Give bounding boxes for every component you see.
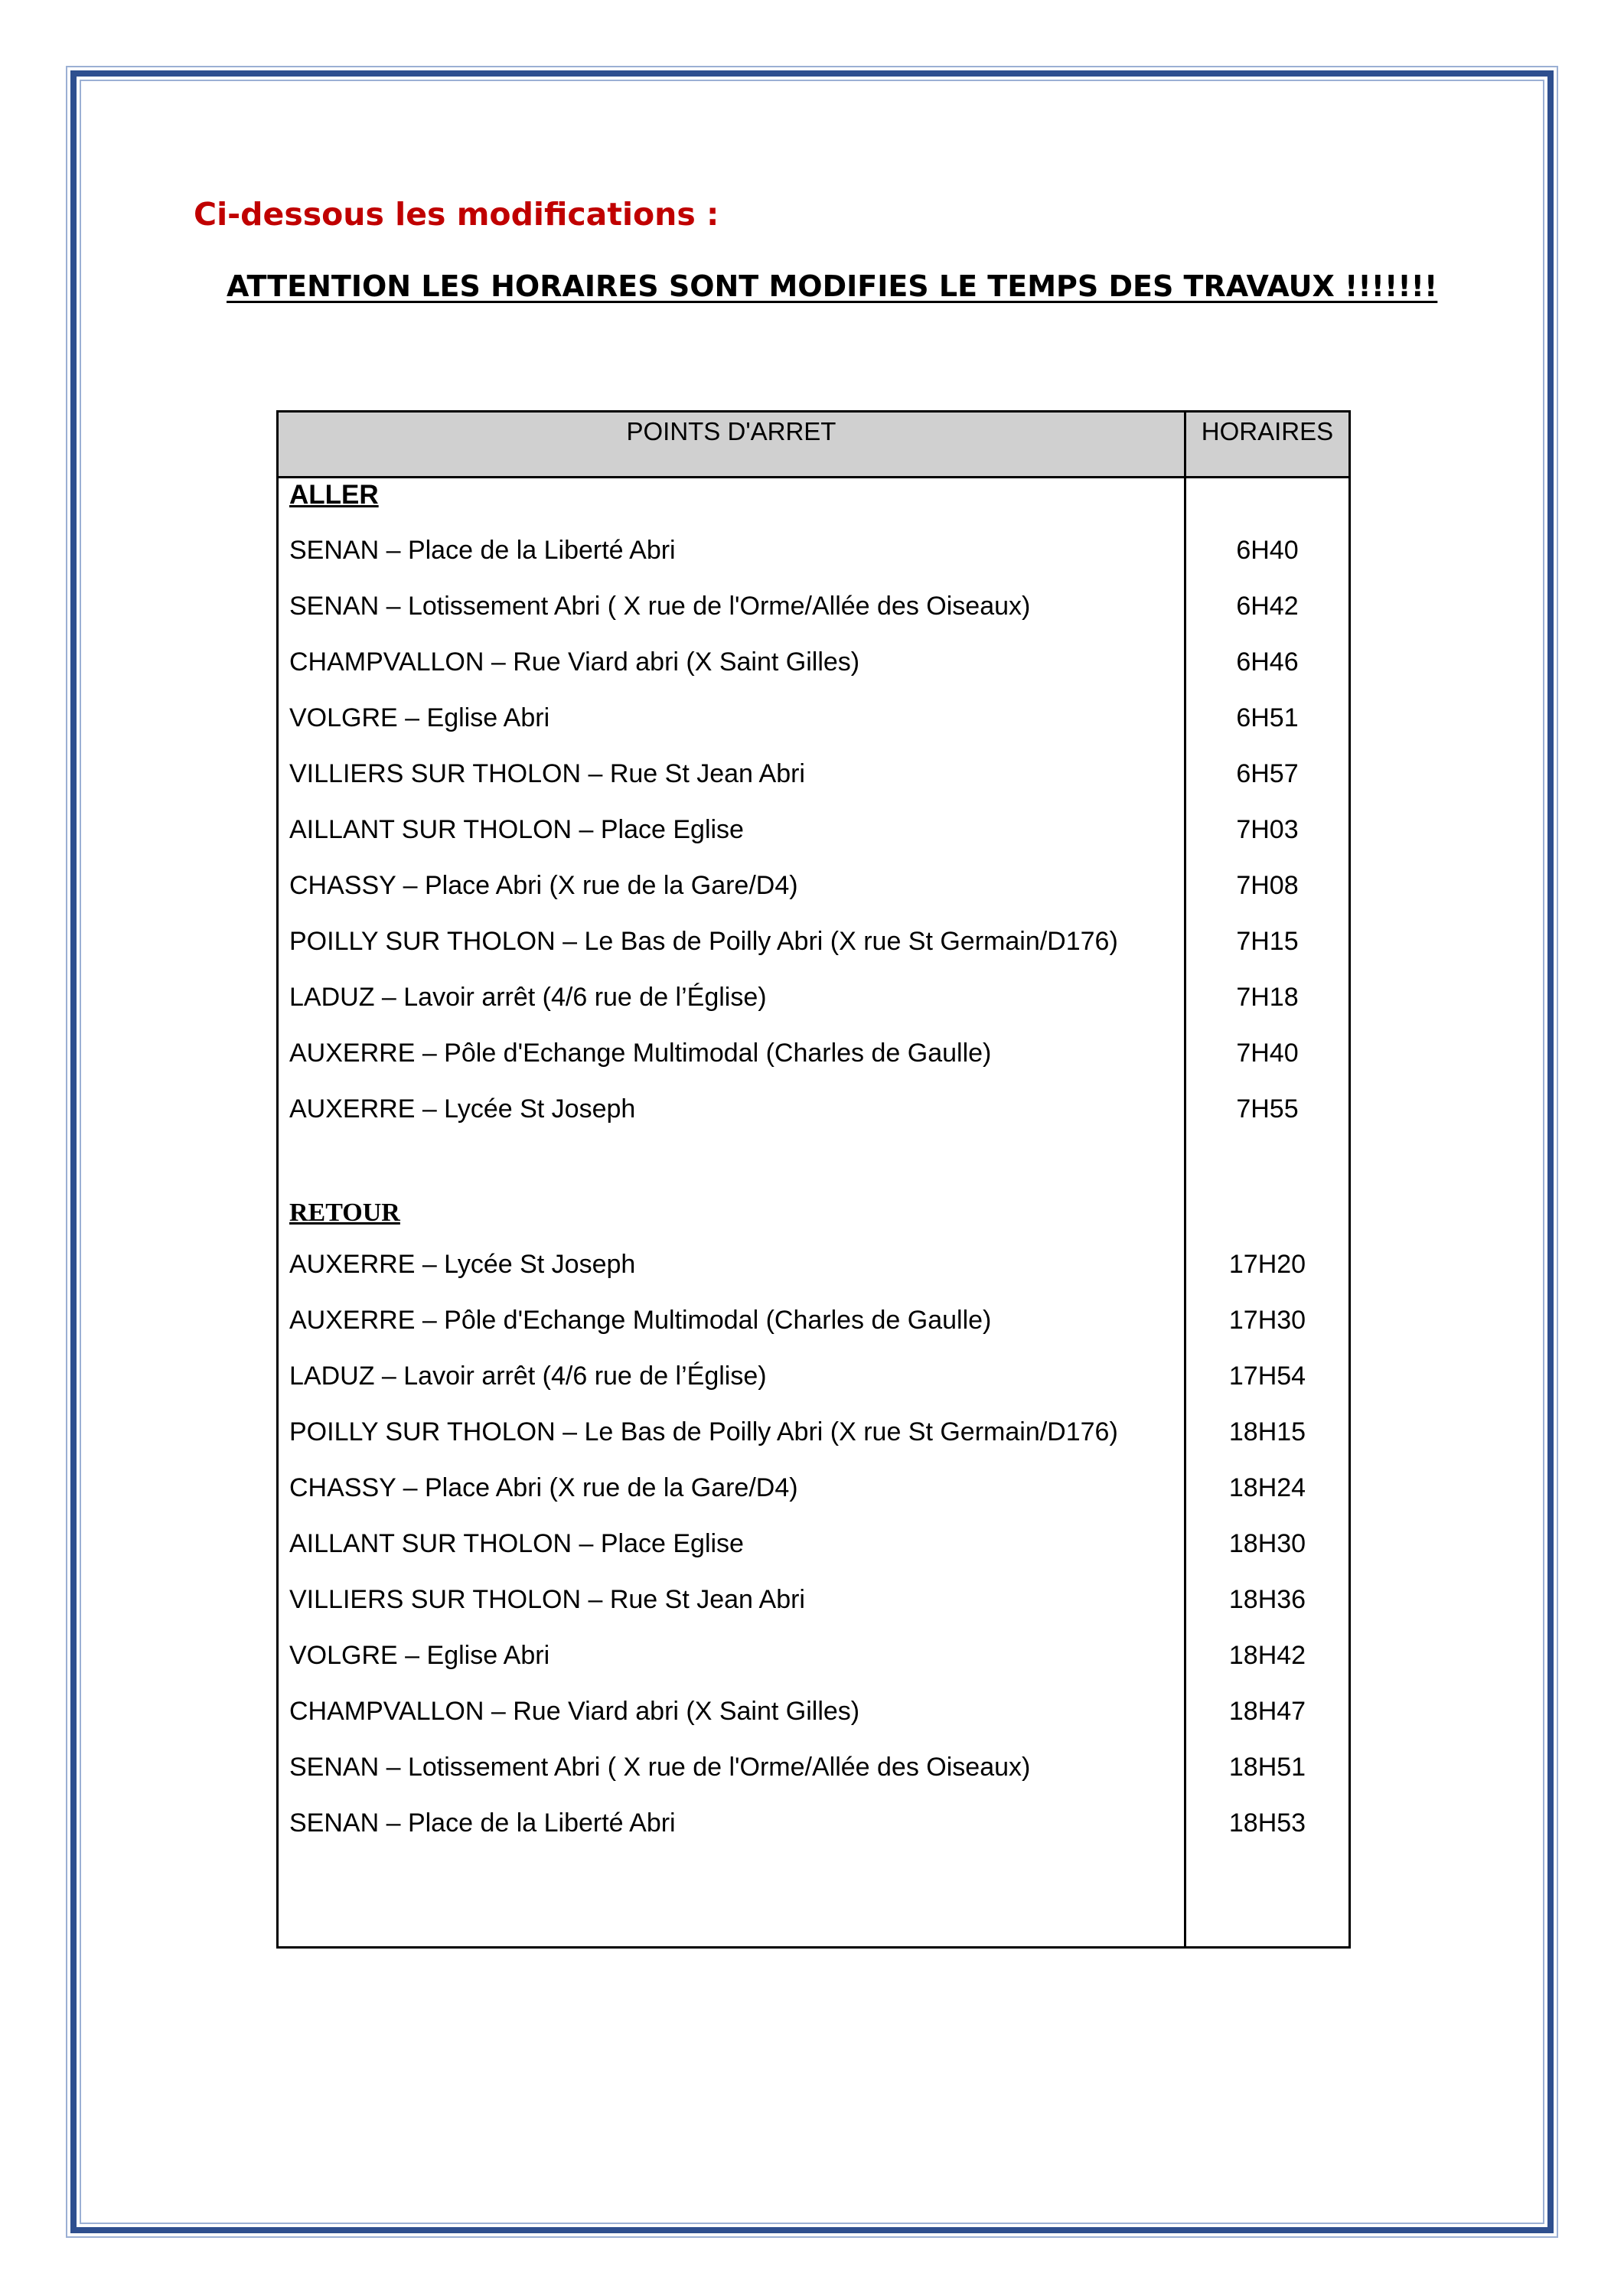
stop-time: 6H42 — [1236, 592, 1299, 621]
stop-name: POILLY SUR THOLON – Le Bas de Poilly Abri (X rue St Germain/D176) — [278, 1404, 1185, 1460]
page-title: ATTENTION LES HORAIRES SONT MODIFIES LE TEMPS DES TRAVAUX !!!!!!! — [227, 269, 1438, 303]
stop-time: 17H20 — [1228, 1250, 1306, 1279]
stop-time: 6H57 — [1236, 759, 1299, 788]
stop-time: 18H36 — [1228, 1585, 1306, 1614]
stop-name: SENAN – Lotissement Abri ( X rue de l'Orme/Allée des Oiseaux) — [278, 579, 1185, 634]
bottom-spacer-row — [278, 1851, 1350, 1948]
table-row — [278, 579, 1350, 634]
schedule-body — [278, 478, 1350, 1948]
table-row — [278, 858, 1350, 914]
table-row — [278, 1460, 1350, 1516]
table-row — [278, 1237, 1350, 1293]
schedule-table — [276, 410, 1351, 1949]
table-row — [278, 1795, 1350, 1851]
table-row — [278, 746, 1350, 802]
spacer-row — [278, 1137, 1350, 1192]
table-row — [278, 1026, 1350, 1081]
header-stops: POINTS D'ARRET — [278, 412, 1185, 478]
stop-name: CHAMPVALLON – Rue Viard abri (X Saint Gilles) — [278, 634, 1185, 690]
table-row — [278, 1628, 1350, 1684]
table-row — [278, 1572, 1350, 1628]
stop-name: VOLGRE – Eglise Abri — [278, 690, 1185, 746]
stop-name: AILLANT SUR THOLON – Place Eglise — [278, 802, 1185, 858]
table-row — [278, 523, 1350, 579]
section-row-aller — [278, 478, 1350, 523]
stop-time: 18H30 — [1228, 1529, 1306, 1558]
stop-name: AUXERRE – Pôle d'Echange Multimodal (Charles de Gaulle) — [278, 1293, 1185, 1349]
stop-time: 6H51 — [1236, 703, 1299, 732]
stop-time: 17H54 — [1228, 1362, 1306, 1391]
stop-time: 6H46 — [1236, 647, 1299, 677]
stop-time: 18H42 — [1228, 1641, 1306, 1670]
stop-name: VILLIERS SUR THOLON – Rue St Jean Abri — [278, 1572, 1185, 1628]
section-label-retour: RETOUR — [289, 1199, 400, 1227]
stop-time: 7H40 — [1236, 1039, 1299, 1068]
table-row — [278, 690, 1350, 746]
table-row — [278, 1293, 1350, 1349]
stop-time: 6H40 — [1236, 536, 1299, 565]
stop-name: CHASSY – Place Abri (X rue de la Gare/D4) — [278, 1460, 1185, 1516]
stop-time: 17H30 — [1228, 1306, 1306, 1335]
stop-time: 7H03 — [1236, 815, 1299, 844]
stop-name: SENAN – Place de la Liberté Abri — [278, 1795, 1185, 1851]
stop-name: SENAN – Place de la Liberté Abri — [278, 523, 1185, 579]
stop-time: 18H47 — [1228, 1697, 1306, 1726]
stop-time: 18H51 — [1228, 1753, 1306, 1782]
stop-name: VOLGRE – Eglise Abri — [278, 1628, 1185, 1684]
section-row-retour — [278, 1192, 1350, 1237]
stop-time: 18H53 — [1228, 1808, 1306, 1838]
table-row — [278, 914, 1350, 970]
stop-name: CHAMPVALLON – Rue Viard abri (X Saint Gilles) — [278, 1684, 1185, 1740]
stop-time: 7H55 — [1236, 1094, 1299, 1124]
stop-name: SENAN – Lotissement Abri ( X rue de l'Orme/Allée des Oiseaux) — [278, 1740, 1185, 1795]
stop-name: CHASSY – Place Abri (X rue de la Gare/D4) — [278, 858, 1185, 914]
stop-time: 7H18 — [1236, 983, 1299, 1012]
table-row — [278, 1684, 1350, 1740]
stop-name: LADUZ – Lavoir arrêt (4/6 rue de l’Église) — [278, 970, 1185, 1026]
stop-time: 18H24 — [1228, 1473, 1306, 1502]
stop-time: 7H08 — [1236, 871, 1299, 900]
stop-name: AUXERRE – Pôle d'Echange Multimodal (Charles de Gaulle) — [278, 1026, 1185, 1081]
table-row — [278, 1349, 1350, 1404]
table-row — [278, 970, 1350, 1026]
stop-time: 7H15 — [1236, 927, 1299, 956]
table-row — [278, 1404, 1350, 1460]
table-row — [278, 802, 1350, 858]
table-row — [278, 634, 1350, 690]
stop-time: 18H15 — [1228, 1417, 1306, 1446]
stop-name: POILLY SUR THOLON – Le Bas de Poilly Abri (X rue St Germain/D176) — [278, 914, 1185, 970]
table-row — [278, 1081, 1350, 1137]
stop-name: LADUZ – Lavoir arrêt (4/6 rue de l’Église) — [278, 1349, 1185, 1404]
header-times: HORAIRES — [1185, 412, 1349, 478]
stop-name: AUXERRE – Lycée St Joseph — [278, 1237, 1185, 1293]
stop-name: AUXERRE – Lycée St Joseph — [278, 1081, 1185, 1137]
stop-name: VILLIERS SUR THOLON – Rue St Jean Abri — [278, 746, 1185, 802]
stop-name: AILLANT SUR THOLON – Place Eglise — [278, 1516, 1185, 1572]
table-row — [278, 1740, 1350, 1795]
table-header-row — [278, 412, 1350, 478]
table-row — [278, 1516, 1350, 1572]
section-label-aller: ALLER — [289, 480, 379, 510]
intro-heading: Ci-dessous les modifications : — [194, 196, 719, 233]
